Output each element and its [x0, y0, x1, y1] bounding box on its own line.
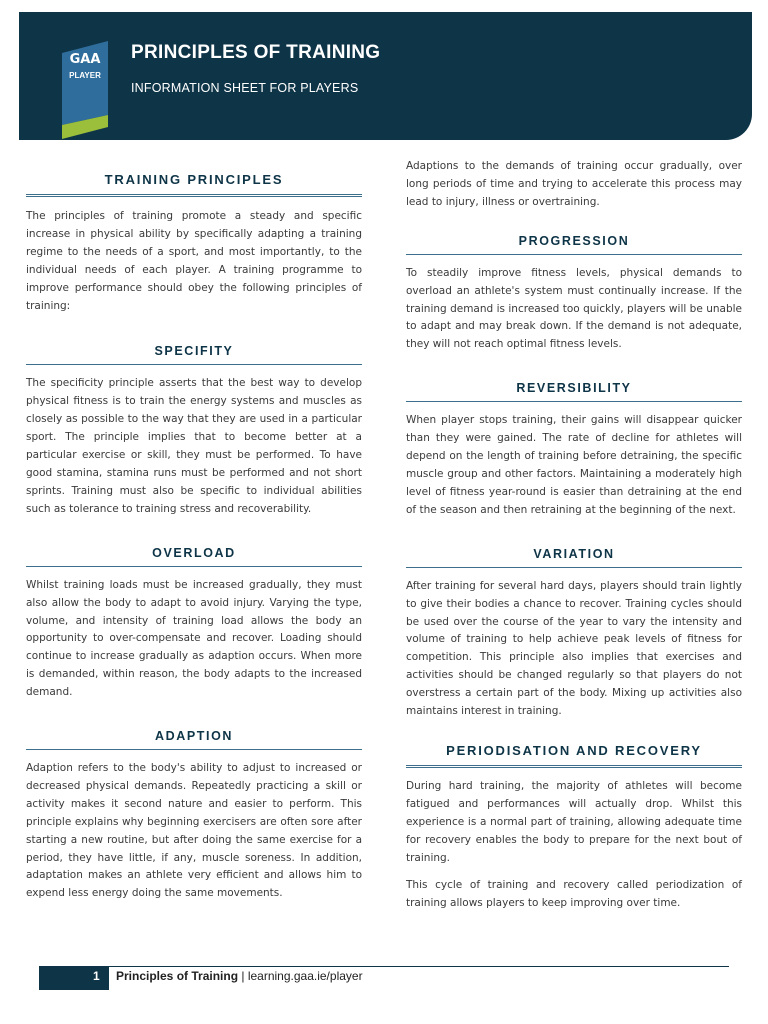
left-column: [26, 150, 362, 903]
text-periodisation-2: This cycle of training and recovery called periodization of training allows players to keep improving over time.: [406, 879, 742, 910]
text-adaption-continued: Adaptions to the demands of training occur gradually, over long periods of time and trying to accelerate this process may lead to injury, illness or overtraining.: [406, 160, 742, 208]
heading-adaption: ADAPTION: [26, 729, 362, 750]
heading-specifity: SPECIFITY: [26, 344, 362, 365]
heading-periodisation: PERIODISATION AND RECOVERY: [406, 743, 742, 768]
page-subtitle: INFORMATION SHEET FOR PLAYERS: [131, 81, 359, 95]
heading-progression: PROGRESSION: [406, 234, 742, 255]
text-training-principles: The principles of training promote a steady and specific increase in physical ability by specifically adapting a training regime to the needs of a sport, and most importantly, to the individual needs of each player. A training programme to improve performance should obey the following principles of training:: [26, 210, 362, 312]
text-periodisation-1: During hard training, the majority of athletes will become fatigued and performances will actually drop. Whilst this experience is a normal part of training, allowing adequate time for recovery enables the body to prepare for the next bout of training.: [406, 779, 742, 864]
text-specifity: The specificity principle asserts that the best way to develop physical fitness is to train the energy systems and muscles as closely as possible to the way that they are used in a particular sport. The principle implies that to become better at a particular exercise or skill, they must be performed. To have good stamina, stamina runs must be performed and not short sprints. Training must also be specific to individual abilities such as tolerance to training stress and recoverability.: [26, 377, 362, 515]
footer-page-number: 1: [93, 969, 100, 983]
text-variation: After training for several hard days, players should train lightly to give their bodies a chance to recover. Training cycles should be used over the course of the year to vary the intensity and volume of training to help achieve peak levels of fitness for competition. This principle also implies that exercises and activities should be changed regularly so that players do not overstress a certain part of the body. Mixing up activities also maintains interest in training.: [406, 579, 742, 718]
gaa-player-logo: [62, 41, 108, 139]
logo-text-top: GAA: [69, 52, 101, 67]
text-progression: To steadily improve fitness levels, physical demands to overload an athlete's system must continually increase. If the training demand is increased too quickly, players will be unable to adapt and may break down. If the demand is not adequate, they will not reach optimal fitness levels.: [406, 266, 742, 351]
footer-url: learning.gaa.ie/player: [247, 969, 363, 983]
text-reversibility: When player stops training, their gains will disappear quicker than they were gained. The rate of decline for athletes will depend on the length of training before detraining, the specific muscle group and other factors. Maintaining a moderately high level of fitness year-round is easier than detraining at the end of the season and then retraining at the beginning of the next.: [406, 414, 742, 516]
footer-separator: |: [238, 969, 248, 983]
footer-title: Principles of Training: [116, 969, 239, 983]
page-title: PRINCIPLES OF TRAINING: [131, 42, 381, 63]
heading-training-principles: TRAINING PRINCIPLES: [26, 172, 362, 197]
logo-text-bottom: PLAYER: [69, 71, 101, 80]
heading-overload: OVERLOAD: [26, 546, 362, 567]
text-adaption: Adaption refers to the body's ability to adjust to increased or decreased physical demands. Repeatedly practicing a skill or activity makes it second nature and easier to perform. This principle explains why beginning exercisers are often sore after starting a new routine, but after doing the same exercise for a period, they have little, if any, muscle soreness. In addition, adaptation makes an athlete very efficient and allows him to expend less energy doing the same movements.: [26, 762, 362, 900]
heading-variation: VARIATION: [406, 547, 742, 568]
text-overload: Whilst training loads must be increased gradually, they must also allow the body to adapt to avoid injury. Varying the type, volume, and intensity of training load allows the body an opportunity to over-compensate and recover. Loading should continue to increase gradually as adaption occurs. When more is demanded, within reason, the body adapts to the increased demand.: [26, 578, 362, 699]
right-column: [406, 150, 742, 913]
heading-reversibility: REVERSIBILITY: [406, 381, 742, 402]
header-banner: [19, 12, 752, 140]
footer-text: [116, 969, 363, 983]
footer-rule: [109, 966, 729, 967]
